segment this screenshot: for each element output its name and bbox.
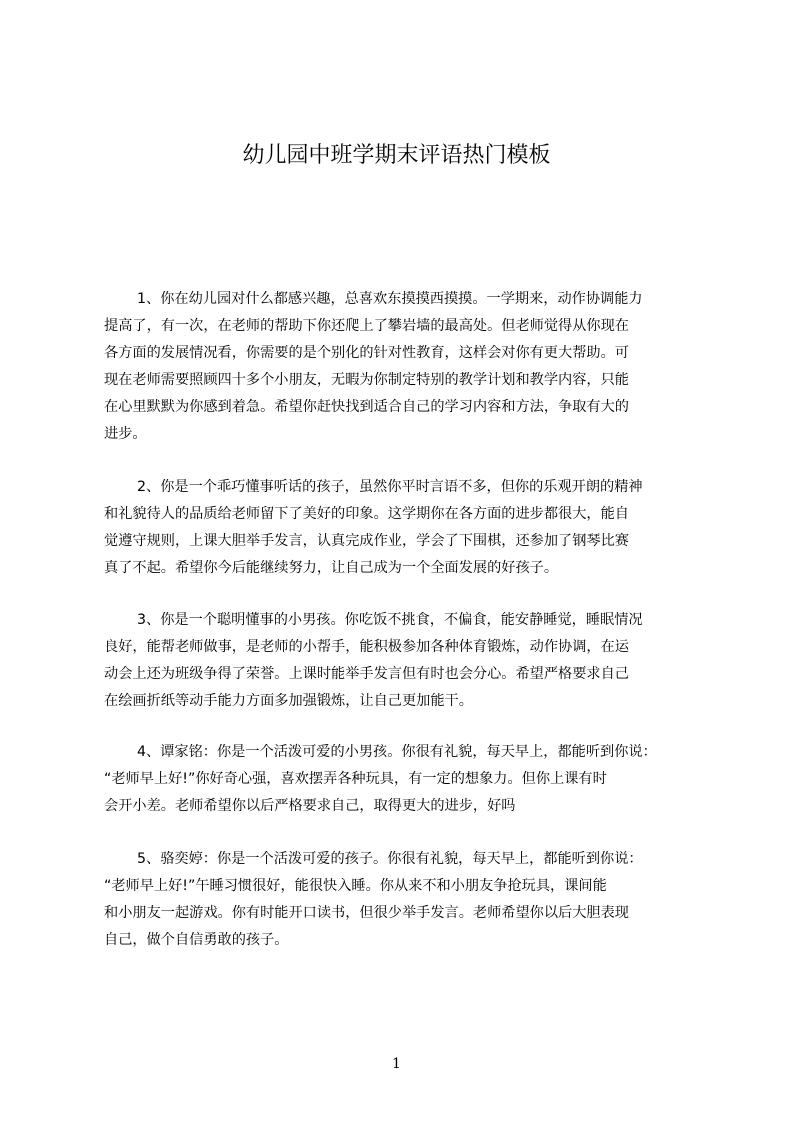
paragraph-line: 觉遵守规则，上课大胆举手发言，认真完成作业，学会了下围棋，还参加了钢琴比赛: [104, 533, 629, 549]
document-title: 幼儿园中班学期末评语热门模板: [242, 143, 551, 168]
paragraph-line: 各方面的发展情况看，你需要的是个别化的针对性教育，这样会对你有更大帮助。可: [104, 345, 629, 361]
comment-paragraph-5: [104, 846, 708, 954]
paragraph-line: 4、谭家铭：你是一个活泼可爱的小男孩。你很有礼貌，每天早上，都能听到你说：: [137, 744, 657, 760]
paragraph-line: 5、骆奕婷：你是一个活泼可爱的孩子。你很有礼貌，每天早上，都能听到你说：: [137, 851, 643, 867]
paragraph-line: 和小朋友一起游戏。你有时能开口读书，但很少举手发言。老师希望你以后大胆表现: [104, 905, 629, 921]
paragraph-line: 1、你在幼儿园对什么都感兴趣，总喜欢东摸摸西摸摸。一学期来，动作协调能力: [137, 291, 643, 307]
paragraph-line: 和礼貌待人的品质给老师留下了美好的印象。这学期你在各方面的进步都很大，能自: [104, 506, 629, 522]
page-number: 1: [392, 1056, 401, 1072]
paragraph-line: 2、你是一个乖巧懂事听话的孩子，虽然你平时言语不多，但你的乐观开朗的精神: [137, 479, 643, 495]
paragraph-line: “老师早上好!”午睡习惯很好，能很快入睡。你从来不和小朋友争抢玩具，课间能: [104, 878, 607, 894]
paragraph-line: 在心里默默为你感到着急。希望你赶快找到适合自己的学习内容和方法，争取有大的: [104, 399, 629, 415]
paragraph-line: 进步。: [104, 426, 147, 442]
paragraph-line: 会开小差。老师希望你以后严格要求自己，取得更大的进步，好吗: [104, 798, 516, 814]
paragraph-line: 提高了，有一次，在老师的帮助下你还爬上了攀岩墙的最高处。但老师觉得从你现在: [104, 318, 629, 334]
paragraph-line: 真了不起。希望你今后能继续努力，让自己成为一个全面发展的好孩子。: [104, 560, 559, 576]
paragraph-line: 3、你是一个聪明懂事的小男孩。你吃饭不挑食，不偏食，能安静睡觉，睡眠情况: [137, 612, 643, 628]
paragraph-line: 自己，做个自信勇敢的孩子。: [104, 932, 289, 948]
comment-paragraph-1: [104, 286, 708, 448]
comment-paragraph-3: [104, 607, 708, 715]
paragraph-line: “老师早上好!”你好奇心强，喜欢摆弄各种玩具，有一定的想象力。但你上课有时: [104, 771, 607, 787]
paragraph-line: 动会上还为班级争得了荣誉。上课时能举手发言但有时也会分心。希望严格要求自己: [104, 666, 629, 682]
paragraph-line: 现在老师需要照顾四十多个小朋友，无暇为你制定特别的教学计划和教学内容，只能: [104, 372, 629, 388]
paragraph-line: 在绘画折纸等动手能力方面多加强锻炼，让自己更加能干。: [104, 693, 473, 709]
paragraph-line: 良好，能帮老师做事，是老师的小帮手，能积极参加各种体育锻炼，动作协调，在运: [104, 639, 629, 655]
comment-paragraph-4: [104, 739, 708, 820]
comment-paragraph-2: [104, 474, 708, 582]
